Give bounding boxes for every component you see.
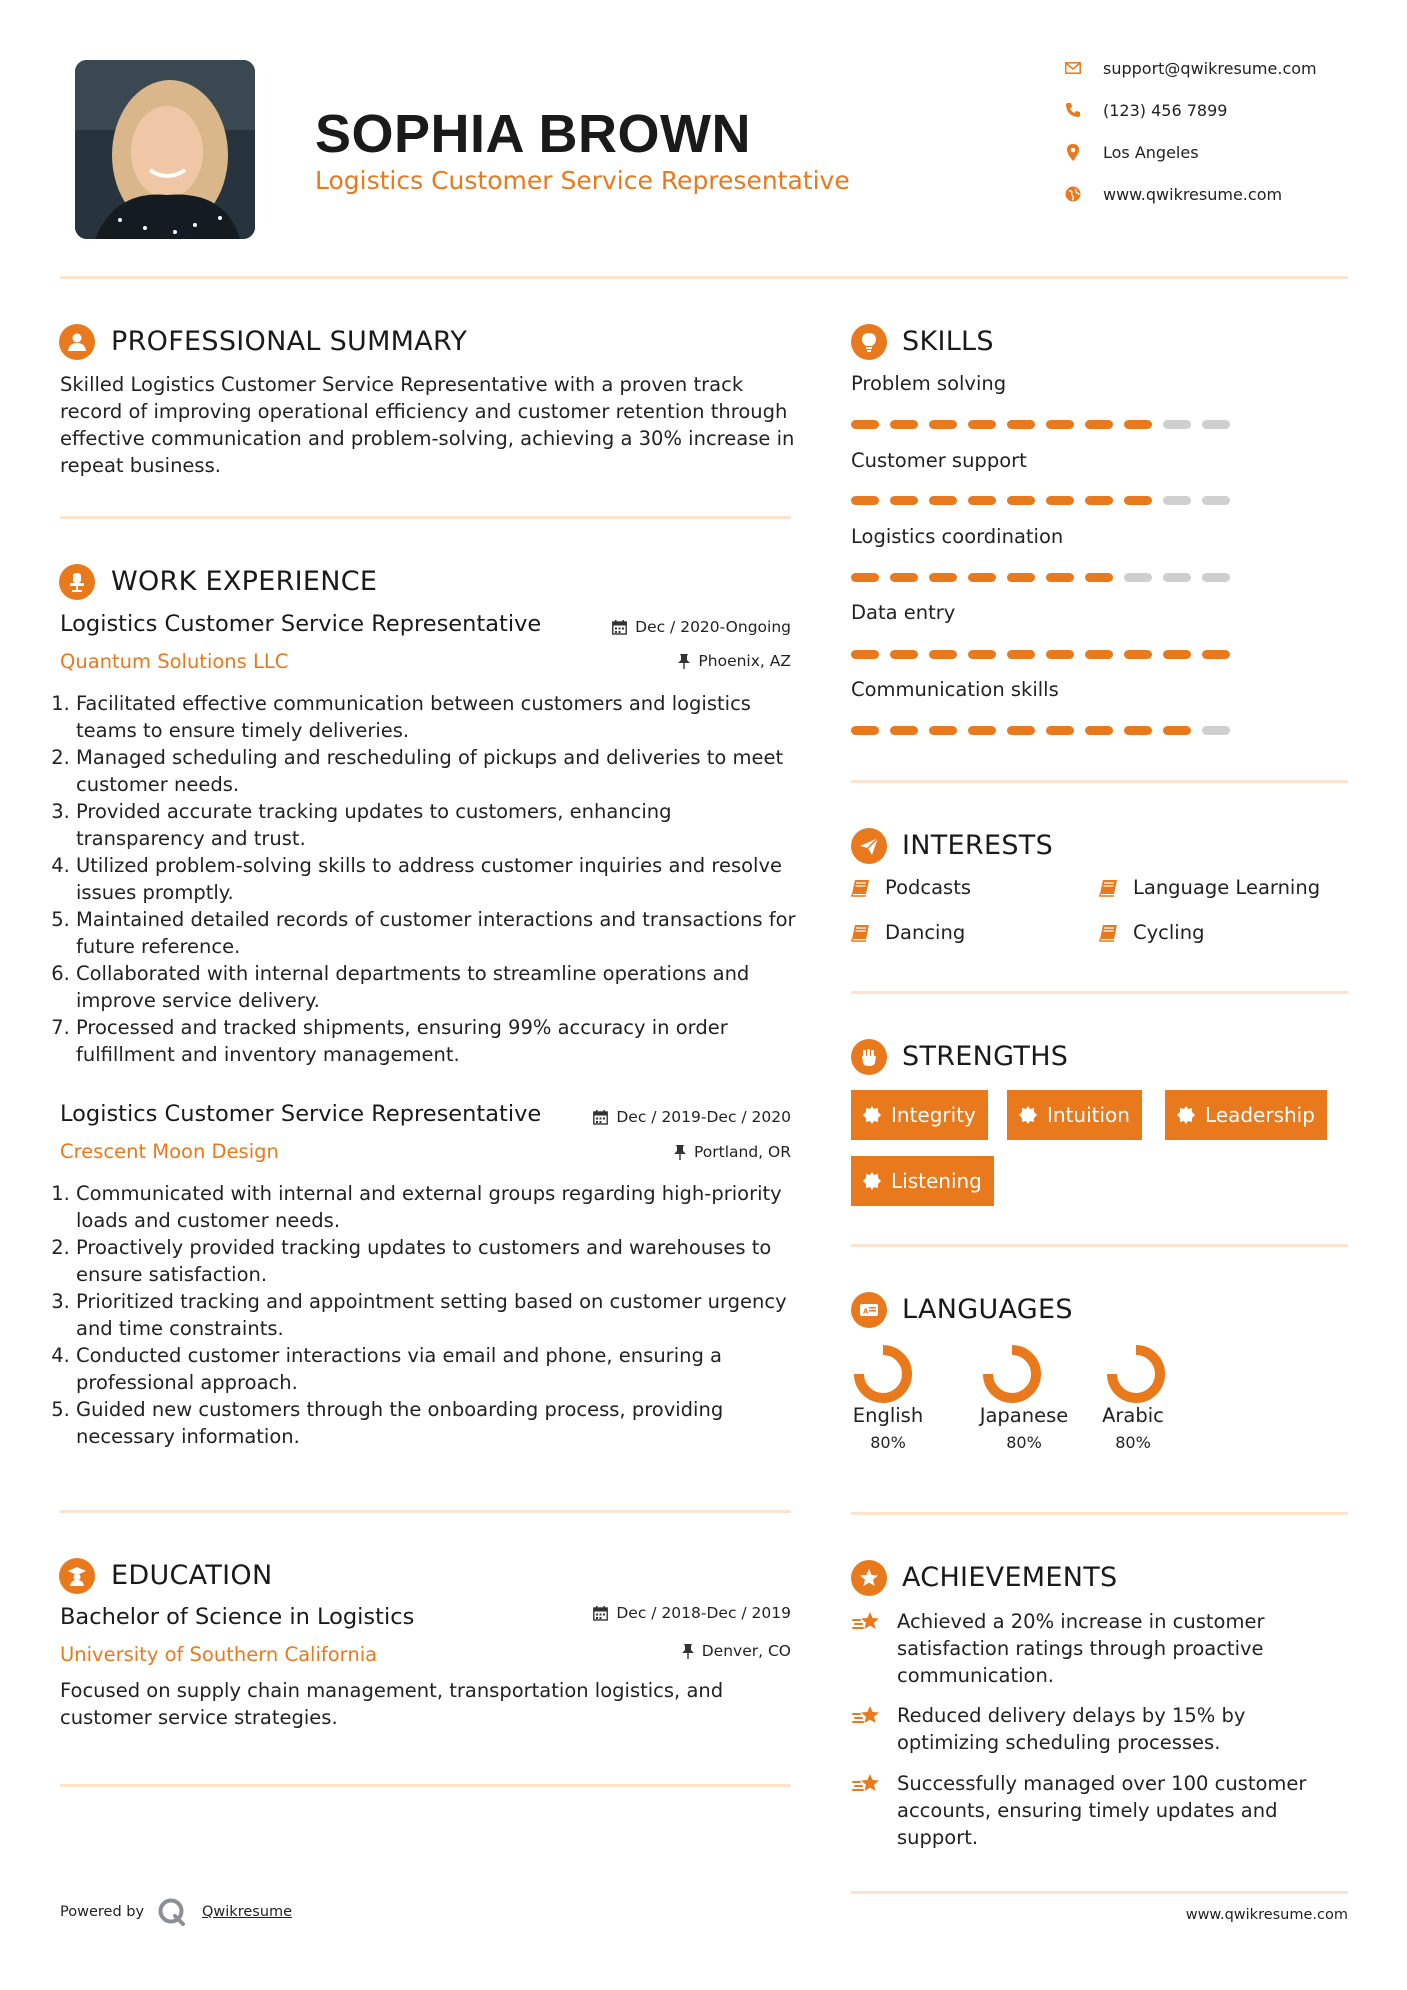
job-2-bullets — [58, 1180, 798, 1450]
progress-ring — [982, 1344, 1042, 1404]
skill-dash — [1124, 496, 1152, 505]
achievement-text: Reduced delivery delays by 15% by optimizing scheduling processes. — [897, 1704, 1246, 1754]
skill-dash — [1007, 496, 1035, 505]
paper-plane-icon — [851, 828, 887, 864]
book-icon — [851, 924, 871, 942]
skill-dash — [890, 420, 918, 429]
list-item: 4. Utilized problem-solving skills to address customer inquiries and resolve issues promptly. — [76, 852, 798, 906]
language-item — [1098, 1344, 1168, 1452]
skill-2-bar — [851, 496, 1241, 505]
skill-dash — [929, 726, 957, 735]
language-value: 80% — [870, 1433, 906, 1452]
skill-dash — [1007, 650, 1035, 659]
skill-1-label: Problem solving — [851, 372, 1007, 395]
contact-website[interactable] — [1063, 184, 1282, 204]
skill-dash — [1046, 573, 1074, 582]
skill-dash — [1124, 573, 1152, 582]
skill-dash — [1163, 420, 1191, 429]
list-item: 3. Prioritized tracking and appointment setting based on customer urgency and time constraints. — [76, 1288, 798, 1342]
skill-dash — [890, 726, 918, 735]
skill-dash — [1202, 650, 1230, 659]
skill-dash — [968, 420, 996, 429]
skill-dash — [1046, 420, 1074, 429]
skill-dash — [890, 650, 918, 659]
job-2-location — [674, 1143, 791, 1161]
list-item: 1. Communicated with internal and external groups regarding high-priority loads and customer needs. — [76, 1180, 798, 1234]
school-name: University of Southern California — [60, 1643, 378, 1666]
education-dates — [593, 1604, 791, 1622]
education-divider — [60, 1784, 791, 1787]
strength-tag — [1007, 1090, 1142, 1140]
skill-dash — [968, 573, 996, 582]
skill-dash — [1007, 573, 1035, 582]
job-2-location-text: Portland, OR — [693, 1143, 791, 1161]
skill-5-label: Communication skills — [851, 678, 1059, 701]
skill-dash — [1202, 726, 1230, 735]
interest-label: Cycling — [1133, 921, 1205, 944]
summary-divider — [60, 516, 791, 519]
skill-dash — [1163, 726, 1191, 735]
interest-item — [851, 876, 971, 899]
skill-dash — [1085, 650, 1113, 659]
progress-ring — [853, 1344, 913, 1404]
strength-tag — [851, 1156, 994, 1206]
footer-url[interactable]: www.qwikresume.com — [1185, 1907, 1348, 1923]
graduate-icon — [59, 1558, 95, 1594]
contact-email[interactable] — [1063, 58, 1317, 78]
candidate-title: Logistics Customer Service Representative — [315, 166, 850, 195]
skill-dash — [929, 496, 957, 505]
achievement-text: Successfully managed over 100 customer accounts, ensuring timely updates and support. — [897, 1772, 1307, 1849]
calendar-icon — [593, 1110, 608, 1125]
skill-dash — [1202, 573, 1230, 582]
star-icon — [851, 1560, 887, 1596]
strength-label: Integrity — [891, 1103, 976, 1127]
list-item: 6. Collaborated with internal departments to streamline operations and improve service delivery. — [76, 960, 798, 1014]
interest-item — [851, 921, 965, 944]
skill-dash — [1124, 650, 1152, 659]
list-item: 1. Facilitated effective communication between customers and logistics teams to ensure timely deliveries. — [76, 690, 798, 744]
globe-icon — [1063, 184, 1083, 204]
interest-item — [1099, 876, 1320, 899]
skill-dash — [890, 496, 918, 505]
list-item: 2. Managed scheduling and rescheduling of pickups and deliveries to meet customer needs. — [76, 744, 798, 798]
achievements-divider — [851, 1891, 1348, 1894]
achievements-heading: ACHIEVEMENTS — [902, 1562, 1118, 1593]
skill-dash — [968, 726, 996, 735]
contact-website-text: www.qwikresume.com — [1103, 184, 1283, 204]
interest-label: Dancing — [885, 921, 966, 944]
job-1-dates — [612, 618, 791, 636]
skill-dash — [851, 726, 879, 735]
education-location — [682, 1642, 791, 1660]
skills-divider — [851, 780, 1348, 783]
skill-4-label: Data entry — [851, 601, 956, 624]
list-item: 2. Proactively provided tracking updates to customers and warehouses to ensure satisfaction. — [76, 1234, 798, 1288]
languages-heading: LANGUAGES — [902, 1294, 1073, 1325]
location-pin-icon — [1063, 142, 1083, 162]
language-value: 80% — [1115, 1433, 1151, 1452]
fist-icon — [851, 1039, 887, 1075]
id-card-icon — [851, 1292, 887, 1328]
skill-dash — [1163, 496, 1191, 505]
list-item: 4. Conducted customer interactions via email and phone, ensuring a professional approach. — [76, 1342, 798, 1396]
shooting-star-icon — [851, 1772, 885, 1851]
job-1-location — [678, 652, 791, 670]
language-name: English — [852, 1404, 924, 1427]
badge-icon — [863, 1106, 881, 1124]
contact-location — [1063, 142, 1199, 162]
calendar-icon — [593, 1606, 608, 1621]
skill-dash — [1163, 573, 1191, 582]
progress-ring — [1106, 1344, 1166, 1404]
job-2-dates — [593, 1108, 791, 1126]
strength-tag — [851, 1090, 988, 1140]
contact-phone[interactable] — [1063, 100, 1227, 120]
book-icon — [1099, 879, 1119, 897]
interest-label: Language Learning — [1133, 876, 1321, 899]
calendar-icon — [612, 620, 627, 635]
strengths-divider — [851, 1244, 1348, 1247]
strength-label: Leadership — [1205, 1103, 1315, 1127]
skill-dash — [1202, 496, 1230, 505]
strength-label: Listening — [891, 1169, 982, 1193]
skill-1-bar — [851, 420, 1241, 429]
education-text: Focused on supply chain management, transportation logistics, and customer service strategies. — [60, 1679, 724, 1729]
education-location-text: Denver, CO — [701, 1642, 791, 1660]
skill-dash — [851, 496, 879, 505]
badge-icon — [1177, 1106, 1195, 1124]
contact-phone-text: (123) 456 7899 — [1103, 100, 1228, 120]
list-item: 5. Guided new customers through the onboarding process, providing necessary information. — [76, 1396, 798, 1450]
job-1-company: Quantum Solutions LLC — [60, 650, 289, 673]
skill-dash — [1046, 726, 1074, 735]
skill-dash — [851, 420, 879, 429]
briefcase-chair-icon — [59, 564, 95, 600]
skill-5-bar — [851, 726, 1241, 735]
skill-3-bar — [851, 573, 1241, 582]
language-value: 80% — [1006, 1433, 1042, 1452]
badge-icon — [863, 1172, 881, 1190]
job-1-title: Logistics Customer Service Representative — [60, 611, 542, 637]
job-1-location-text: Phoenix, AZ — [698, 652, 791, 670]
skill-dash — [929, 573, 957, 582]
person-icon — [59, 324, 95, 360]
summary-heading: PROFESSIONAL SUMMARY — [111, 326, 468, 357]
list-item: 5. Maintained detailed records of customer interactions and transactions for future reference. — [76, 906, 798, 960]
contact-location-text: Los Angeles — [1103, 142, 1199, 162]
language-item — [972, 1344, 1076, 1452]
skill-dash — [851, 650, 879, 659]
skill-dash — [929, 420, 957, 429]
interests-divider — [851, 991, 1348, 994]
job-2-company: Crescent Moon Design — [60, 1140, 279, 1163]
interest-label: Podcasts — [885, 876, 972, 899]
skill-dash — [1007, 420, 1035, 429]
job-2-title: Logistics Customer Service Representative — [60, 1101, 542, 1127]
strengths-heading: STRENGTHS — [902, 1041, 1069, 1072]
work-heading: WORK EXPERIENCE — [111, 566, 378, 597]
job-1-dates-text: Dec / 2020-Ongoing — [635, 618, 791, 636]
skill-dash — [1007, 726, 1035, 735]
skills-heading: SKILLS — [902, 326, 994, 357]
interest-item — [1099, 921, 1204, 944]
skill-dash — [1163, 650, 1191, 659]
job-1-bullets — [58, 690, 798, 1068]
phone-icon — [1063, 100, 1083, 120]
shooting-star-icon — [851, 1610, 885, 1689]
degree-title: Bachelor of Science in Logistics — [60, 1604, 415, 1630]
skill-dash — [1046, 650, 1074, 659]
pushpin-icon — [682, 1644, 694, 1659]
skill-dash — [1124, 420, 1152, 429]
skill-dash — [1124, 726, 1152, 735]
interests-heading: INTERESTS — [902, 830, 1054, 861]
work-divider — [60, 1510, 791, 1513]
language-name: Japanese — [979, 1404, 1069, 1427]
job-2-dates-text: Dec / 2019-Dec / 2020 — [616, 1108, 791, 1126]
header-divider — [60, 276, 1348, 279]
skill-dash — [890, 573, 918, 582]
skill-dash — [1046, 496, 1074, 505]
strength-label: Intuition — [1047, 1103, 1130, 1127]
strength-tag — [1165, 1090, 1327, 1140]
education-heading: EDUCATION — [111, 1560, 273, 1591]
skill-dash — [929, 650, 957, 659]
achievement-text: Achieved a 20% increase in customer satisfaction ratings through proactive communication. — [897, 1610, 1265, 1687]
qwikresume-link[interactable]: Qwikresume — [202, 1904, 293, 1920]
language-item — [851, 1344, 925, 1452]
powered-by-label: Powered by — [60, 1904, 145, 1920]
candidate-name: SOPHIA BROWN — [315, 104, 751, 164]
badge-icon — [1019, 1106, 1037, 1124]
summary-text: Skilled Logistics Customer Service Representative with a proven track record of improving operational efficiency and customer retention through effective communication and problem-solving, achieving a 30% increase in repeat business. — [60, 373, 795, 477]
skill-dash — [968, 496, 996, 505]
profile-photo — [75, 60, 255, 239]
achievement-item — [851, 1608, 1341, 1689]
education-dates-text: Dec / 2018-Dec / 2019 — [616, 1604, 791, 1622]
skill-dash — [1085, 420, 1113, 429]
book-icon — [851, 879, 871, 897]
achievement-item — [851, 1770, 1341, 1851]
qwikresume-logo-icon — [157, 1897, 187, 1931]
list-item: 7. Processed and tracked shipments, ensuring 99% accuracy in order fulfillment and inventory management. — [76, 1014, 798, 1068]
lightbulb-icon — [851, 324, 887, 360]
skill-4-bar — [851, 650, 1241, 659]
skill-2-label: Customer support — [851, 449, 1027, 472]
shooting-star-icon — [851, 1704, 885, 1756]
achievement-item — [851, 1702, 1341, 1756]
languages-divider — [851, 1512, 1348, 1515]
contact-email-text: support@qwikresume.com — [1103, 58, 1317, 78]
pushpin-icon — [678, 654, 690, 669]
list-item: 3. Provided accurate tracking updates to customers, enhancing transparency and trust. — [76, 798, 798, 852]
skill-3-label: Logistics coordination — [851, 525, 1064, 548]
skill-dash — [1085, 496, 1113, 505]
language-name: Arabic — [1102, 1404, 1164, 1427]
skill-dash — [851, 573, 879, 582]
envelope-icon — [1063, 58, 1083, 78]
book-icon — [1099, 924, 1119, 942]
svg-text:A: A — [863, 1307, 869, 1316]
skill-dash — [1085, 726, 1113, 735]
skill-dash — [1202, 420, 1230, 429]
skill-dash — [968, 650, 996, 659]
skill-dash — [1085, 573, 1113, 582]
pushpin-icon — [674, 1145, 686, 1160]
